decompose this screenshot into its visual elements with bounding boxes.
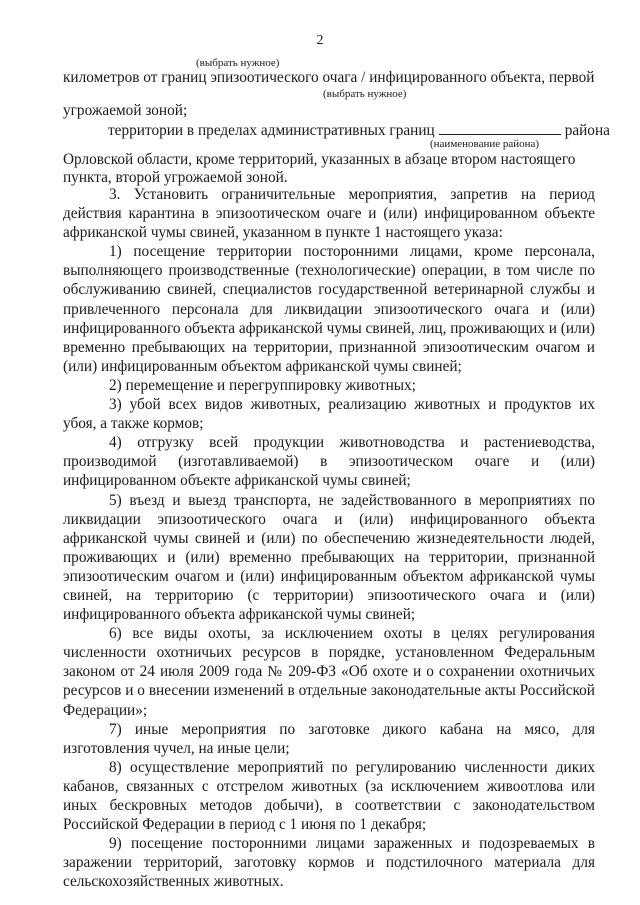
page-number: 2 xyxy=(316,33,324,48)
hint-district-name: (наименование района) xyxy=(430,138,540,150)
list-item-5: 5) въезд и выезд транспорта, не задействованного в мероприятиях по ликвидации эпизоотического очага и (или) инфицированного объекта африканской чумы свиней и (или) по обеспечению жизнедеятельности людей, проживающих и (или) временно пребывающих на территории, признанной эпизоотическим очагом и (или) инфицированным объектом африканской чумы свиней, на территорию (с территории) эпизоотического очага и (или) инфицированного объекта африканской чумы свиней; xyxy=(63,491,595,624)
district-name-blank xyxy=(439,120,561,135)
intro-line-4: Орловской области, кроме территорий, указанных в абзаце втором настоящего xyxy=(63,151,576,168)
district-word: района xyxy=(564,122,610,139)
intro-line-1: километров от границ эпизоотического очага / инфицированного объекта, первой xyxy=(63,69,595,86)
paragraph-3-restrictions: 3. Установить ограничительные мероприятия, запретив на период действия карантина в эпизоотическом очаге и (или) инфицированном объекте африканской чумы свиней, указанном в пункте 1 настоящего указа: xyxy=(63,186,595,242)
hint-choose-needed-1: (выбрать нужное) xyxy=(196,57,280,69)
hint-choose-needed-2: (выбрать нужное) xyxy=(323,88,407,100)
list-item-2: 2) перемещение и перегруппировку животных; xyxy=(109,376,416,394)
list-item-8: 8) осуществление мероприятий по регулированию численности диких кабанов, связанных с отстрелом животных (за исключением живоотлова или иных бескровных методов добычи), в соответствии с законодательством Российской Федерации в период с 1 июня по 1 декабря; xyxy=(63,758,595,834)
list-item-4: 4) отгрузку всей продукции животноводства и растениеводства, производимой (изготавливаемой) в эпизоотическом очаге и (или) инфицированном объекте африканской чумы свиней; xyxy=(63,434,595,490)
intro-line-3 xyxy=(108,120,610,140)
list-item-9: 9) посещение посторонними лицами зараженных и подозреваемых в заражении территорий, заготовку кормов и подстилочного материала для сельскохозяйственных животных. xyxy=(63,835,595,891)
list-item-1: 1) посещение территории посторонними лицами, кроме персонала, выполняющего производственные (технологические) операции, в том числе по обслуживанию свиней, специалистов государственной ветеринарной службы и привлеченного персонала для ликвидации эпизоотического очага и (или) инфицированного объекта африканской чумы свиней, лиц, проживающих и (или) временно пребывающих на территории, признанной эпизоотическим очагом и (или) инфицированным объектом африканской чумы свиней; xyxy=(63,243,595,375)
list-item-6: 6) все виды охоты, за исключением охоты в целях регулирования численности охотничьих ресурсов в порядке, установленном Федеральным законом от 24 июля 2009 года № 209-ФЗ «Об охоте и о сохранении охотничьих ресурсов и о внесении изменений в отдельные законодательные акты Российской Федерации»; xyxy=(63,625,595,719)
intro-line-2: угрожаемой зоной; xyxy=(63,102,188,119)
intro-line-5: пункта, второй угрожаемой зоной. xyxy=(63,169,288,186)
restrictions-list xyxy=(63,185,595,891)
district-boundaries-text: территории в пределах административных границ xyxy=(108,122,435,139)
list-item-3: 3) убой всех видов животных, реализацию животных и продуктов их убоя, а также кормов; xyxy=(63,396,595,433)
list-item-7: 7) иные мероприятия по заготовке дикого кабана на мясо, для изготовления чучел, на иные цели; xyxy=(63,720,595,757)
